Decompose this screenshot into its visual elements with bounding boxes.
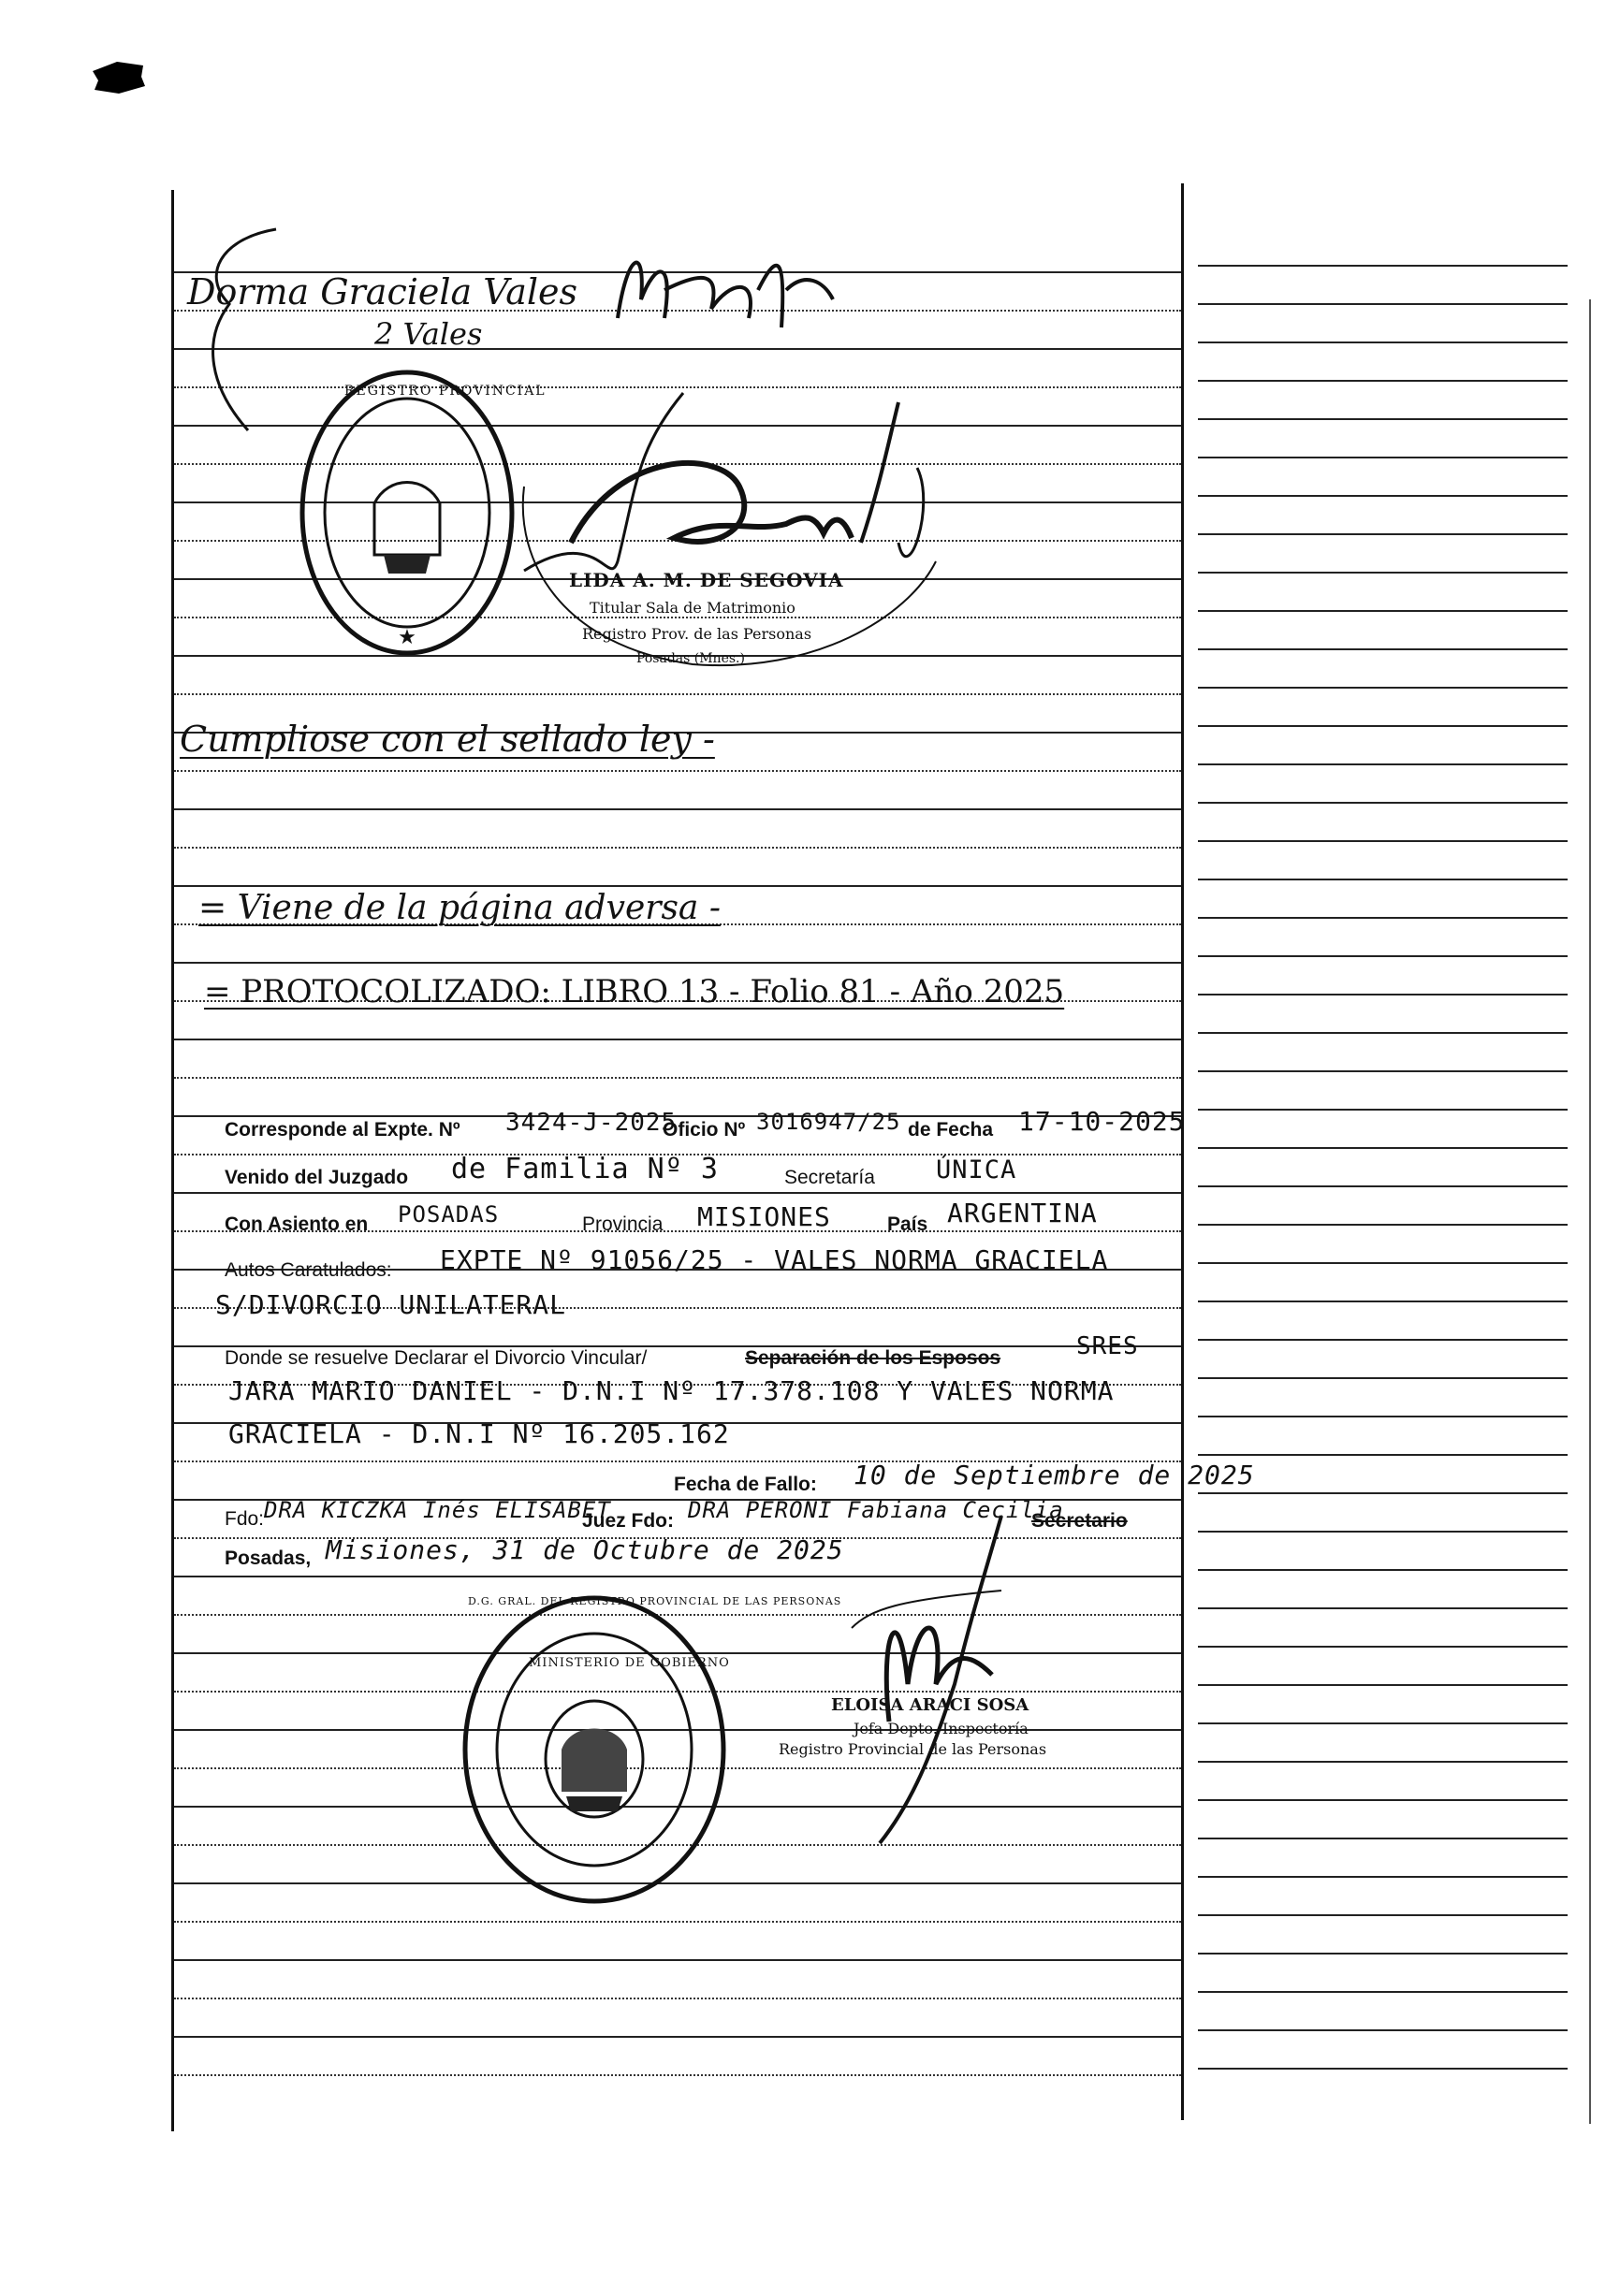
ruled-line-side — [1198, 2029, 1568, 2031]
ruled-line-side — [1198, 1991, 1568, 1993]
stamp-upper-city: Posadas (Mnes.) — [636, 651, 745, 666]
handwritten-name: Dorma Graciela Vales — [187, 271, 578, 312]
upper-oval-seal — [295, 363, 519, 662]
label-resuelve: Donde se resuelve Declarar el Divorcio Vincular/ — [225, 1347, 648, 1369]
ruled-line-side — [1198, 572, 1568, 574]
ruled-line-side — [1198, 802, 1568, 804]
ruled-line — [174, 1077, 1181, 1079]
label-secretaria: Secretaría — [784, 1167, 875, 1188]
ruled-line-side — [1198, 1377, 1568, 1379]
ruled-line-side — [1198, 1109, 1568, 1111]
ruled-line-side — [1198, 917, 1568, 919]
value-resuelve-1: JARA MARIO DANIEL - D.N.I Nº 17.378.108 Y VALES NORMA — [228, 1375, 1115, 1406]
ruled-line — [174, 693, 1181, 695]
label-fecha: de Fecha — [908, 1119, 994, 1141]
label-secretario: Secretario — [1031, 1510, 1128, 1532]
ruled-line-side — [1198, 763, 1568, 765]
ruled-line-side — [1198, 265, 1568, 267]
stamp-lower-name: ELOISA ARACI SOSA — [831, 1695, 1029, 1715]
label-autos: Autos Caratulados: — [225, 1259, 392, 1281]
lower-seal-inner-text: MINISTERIO DE GOBIERNO — [529, 1656, 730, 1670]
stamp-upper-title: Titular Sala de Matrimonio — [590, 599, 795, 617]
ruled-line-side — [1198, 1416, 1568, 1417]
ruled-line-side — [1198, 1301, 1568, 1302]
ruled-line — [174, 885, 1181, 887]
ruled-line-side — [1198, 2068, 1568, 2070]
value-resuelve-0: SRES — [1076, 1332, 1139, 1360]
value-resuelve-2: GRACIELA - D.N.I Nº 16.205.162 — [228, 1418, 730, 1449]
ruled-line — [174, 962, 1181, 964]
label-asiento: Con Asiento en — [225, 1213, 369, 1235]
ruled-line-side — [1198, 1454, 1568, 1456]
label-juzgado: Venido del Juzgado — [225, 1167, 409, 1188]
label-provincia: Provincia — [582, 1213, 664, 1235]
ruled-line-side — [1198, 1531, 1568, 1533]
ruled-line-side — [1198, 1607, 1568, 1609]
ruled-line-side — [1198, 840, 1568, 842]
ruled-line-side — [1198, 380, 1568, 382]
corner-redaction-mark — [89, 58, 147, 95]
ruled-line-side — [1198, 1646, 1568, 1648]
ruled-line-side — [1198, 1262, 1568, 1264]
ruled-line — [174, 1192, 1181, 1194]
signature-top-right — [599, 234, 842, 346]
value-juez: DRA KICZKA Inés ELISABET — [264, 1497, 611, 1523]
ruled-line-side — [1198, 1492, 1568, 1494]
upper-seal-ring-text: REGISTRO PROVINCIAL — [344, 384, 547, 399]
ruled-line-side — [1198, 1032, 1568, 1034]
ruled-line-side — [1198, 341, 1568, 343]
value-provincia: MISIONES — [697, 1201, 831, 1232]
ruled-line — [174, 1921, 1181, 1923]
ruled-line-side — [1198, 533, 1568, 535]
ruled-line-side — [1198, 1185, 1568, 1187]
ruled-line-side — [1198, 994, 1568, 995]
lower-seal-ring-text: D.G. GRAL. DEL REGISTRO PROVINCIAL DE LAS PERSONAS — [468, 1595, 842, 1607]
label-juez: Juez Fdo: — [582, 1510, 674, 1532]
ruled-line-side — [1198, 1569, 1568, 1571]
stamp-upper-name: LIDA A. M. DE SEGOVIA — [569, 569, 844, 591]
ruled-line — [174, 1039, 1181, 1040]
ruled-line — [174, 1959, 1181, 1961]
value-juzgado: de Familia Nº 3 — [451, 1153, 719, 1185]
ruled-line-side — [1198, 1224, 1568, 1226]
value-secretaria2: DRA PERONI Fabiana Cecilia — [688, 1497, 1064, 1523]
label-pais: País — [887, 1213, 928, 1235]
ruled-line-side — [1198, 303, 1568, 305]
note-sellado: Cumpliose con el sellado ley - — [180, 719, 715, 760]
ruled-line-side — [1198, 610, 1568, 612]
ruled-line-side — [1198, 1761, 1568, 1763]
value-oficio: 3016947/25 — [756, 1109, 901, 1135]
stamp-lower-title: Jefa Depto. Inspectoría — [854, 1720, 1029, 1737]
page-edge-line — [1589, 299, 1591, 2124]
ruled-line-side — [1198, 725, 1568, 727]
value-lugar: Misiones, 31 de Octubre de 2025 — [326, 1534, 844, 1565]
label-oficio: Oficio Nº — [663, 1119, 746, 1141]
value-fallo: 10 de Septiembre de 2025 — [854, 1460, 1255, 1490]
ruled-line-side — [1198, 1953, 1568, 1955]
ruled-line — [174, 770, 1181, 772]
ruled-line-side — [1198, 418, 1568, 420]
handwritten-name-2: 2 Vales — [374, 316, 483, 352]
ruled-line-side — [1198, 1339, 1568, 1341]
ruled-line-side — [1198, 1838, 1568, 1839]
value-fecha: 17-10-2025 — [1018, 1106, 1186, 1137]
left-margin-line — [171, 190, 174, 2131]
ruled-line-side — [1198, 1914, 1568, 1916]
label-resuelve-struck: Separación de los Esposos — [745, 1347, 1001, 1369]
ruled-line — [174, 847, 1181, 849]
stamp-upper-registry: Registro Prov. de las Personas — [582, 625, 812, 643]
value-asiento: POSADAS — [398, 1201, 500, 1228]
signature-lower — [814, 1497, 1039, 1853]
label-fdo: Fdo: — [225, 1508, 265, 1530]
ruled-line-side — [1198, 495, 1568, 497]
value-autos-2: S/DIVORCIO UNILATERAL — [215, 1289, 567, 1320]
right-margin-line — [1181, 183, 1184, 2120]
ruled-line — [174, 348, 1181, 350]
ruled-line-side — [1198, 648, 1568, 650]
note-viene: = Viene de la página adversa - — [198, 889, 721, 927]
ruled-line — [174, 2036, 1181, 2038]
label-lugar: Posadas, — [225, 1548, 312, 1569]
value-secretaria: ÚNICA — [936, 1155, 1017, 1184]
ruled-line-side — [1198, 879, 1568, 880]
ruled-line — [174, 808, 1181, 810]
ruled-line-side — [1198, 1147, 1568, 1149]
value-autos-1: EXPTE Nº 91056/25 - VALES NORMA GRACIELA — [440, 1244, 1109, 1275]
ruled-line-side — [1198, 1070, 1568, 1072]
label-expte: Corresponde al Expte. Nº — [225, 1119, 460, 1141]
ruled-line-side — [1198, 457, 1568, 458]
ruled-line-side — [1198, 1799, 1568, 1801]
ruled-line-side — [1198, 1876, 1568, 1878]
bracket-scribble — [182, 220, 295, 444]
ruled-line-side — [1198, 955, 1568, 957]
lower-round-seal — [459, 1591, 730, 1909]
ruled-line-side — [1198, 1684, 1568, 1686]
ruled-line — [174, 2074, 1181, 2076]
stamp-lower-registry: Registro Provincial de las Personas — [779, 1740, 1047, 1758]
value-pais: ARGENTINA — [947, 1198, 1098, 1228]
note-protocolo: = PROTOCOLIZADO: LIBRO 13 - Folio 81 - Año 2025 — [204, 973, 1065, 1010]
value-expte: 3424-J-2025 — [505, 1109, 678, 1137]
ruled-line-side — [1198, 687, 1568, 689]
ruled-line-side — [1198, 1722, 1568, 1724]
svg-text:★: ★ — [398, 626, 416, 649]
label-fallo: Fecha de Fallo: — [674, 1474, 817, 1495]
ruled-line — [174, 1998, 1181, 1999]
